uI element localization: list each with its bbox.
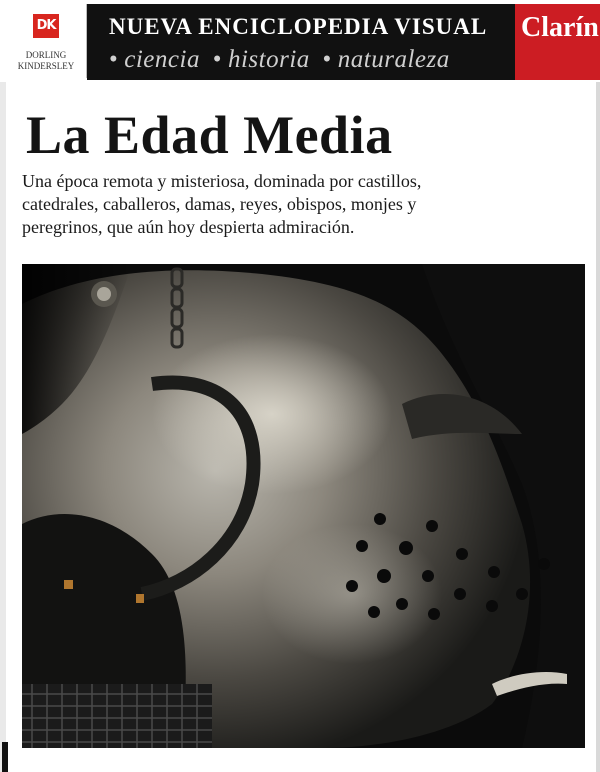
book-title: La Edad Media — [26, 105, 393, 165]
separator-dot: • — [322, 46, 332, 73]
series-subjects — [103, 46, 450, 74]
cover-header — [0, 0, 600, 82]
subject-historia: historia — [227, 46, 310, 73]
cover-photo — [22, 264, 585, 748]
separator-dot: • — [212, 46, 222, 73]
brand-band — [515, 4, 600, 80]
publisher-logo-block — [6, 4, 87, 78]
page-edge-left — [0, 0, 6, 772]
publisher-name-line1: DORLING — [25, 50, 67, 60]
book-intro: Una época remota y misteriosa, dominada por castillos, catedrales, caballeros, damas, reyes, obispos, monjes y peregrinos, que aún hoy despierta admiración. — [22, 171, 422, 237]
publisher-name-line2: KINDERSLEY — [17, 61, 75, 71]
dk-logo-icon: DK — [33, 14, 59, 38]
subject-naturaleza: naturaleza — [337, 46, 450, 73]
knight-helmet-photo-icon — [22, 264, 585, 748]
subject-ciencia: ciencia — [124, 46, 200, 73]
brand-name: Clarín — [521, 12, 599, 43]
series-title: NUEVA ENCICLOPEDIA VISUAL — [109, 14, 488, 39]
page-edge-right — [596, 0, 600, 772]
series-band — [87, 4, 515, 80]
separator-dot: • — [109, 46, 119, 73]
spine-marker — [2, 742, 8, 772]
